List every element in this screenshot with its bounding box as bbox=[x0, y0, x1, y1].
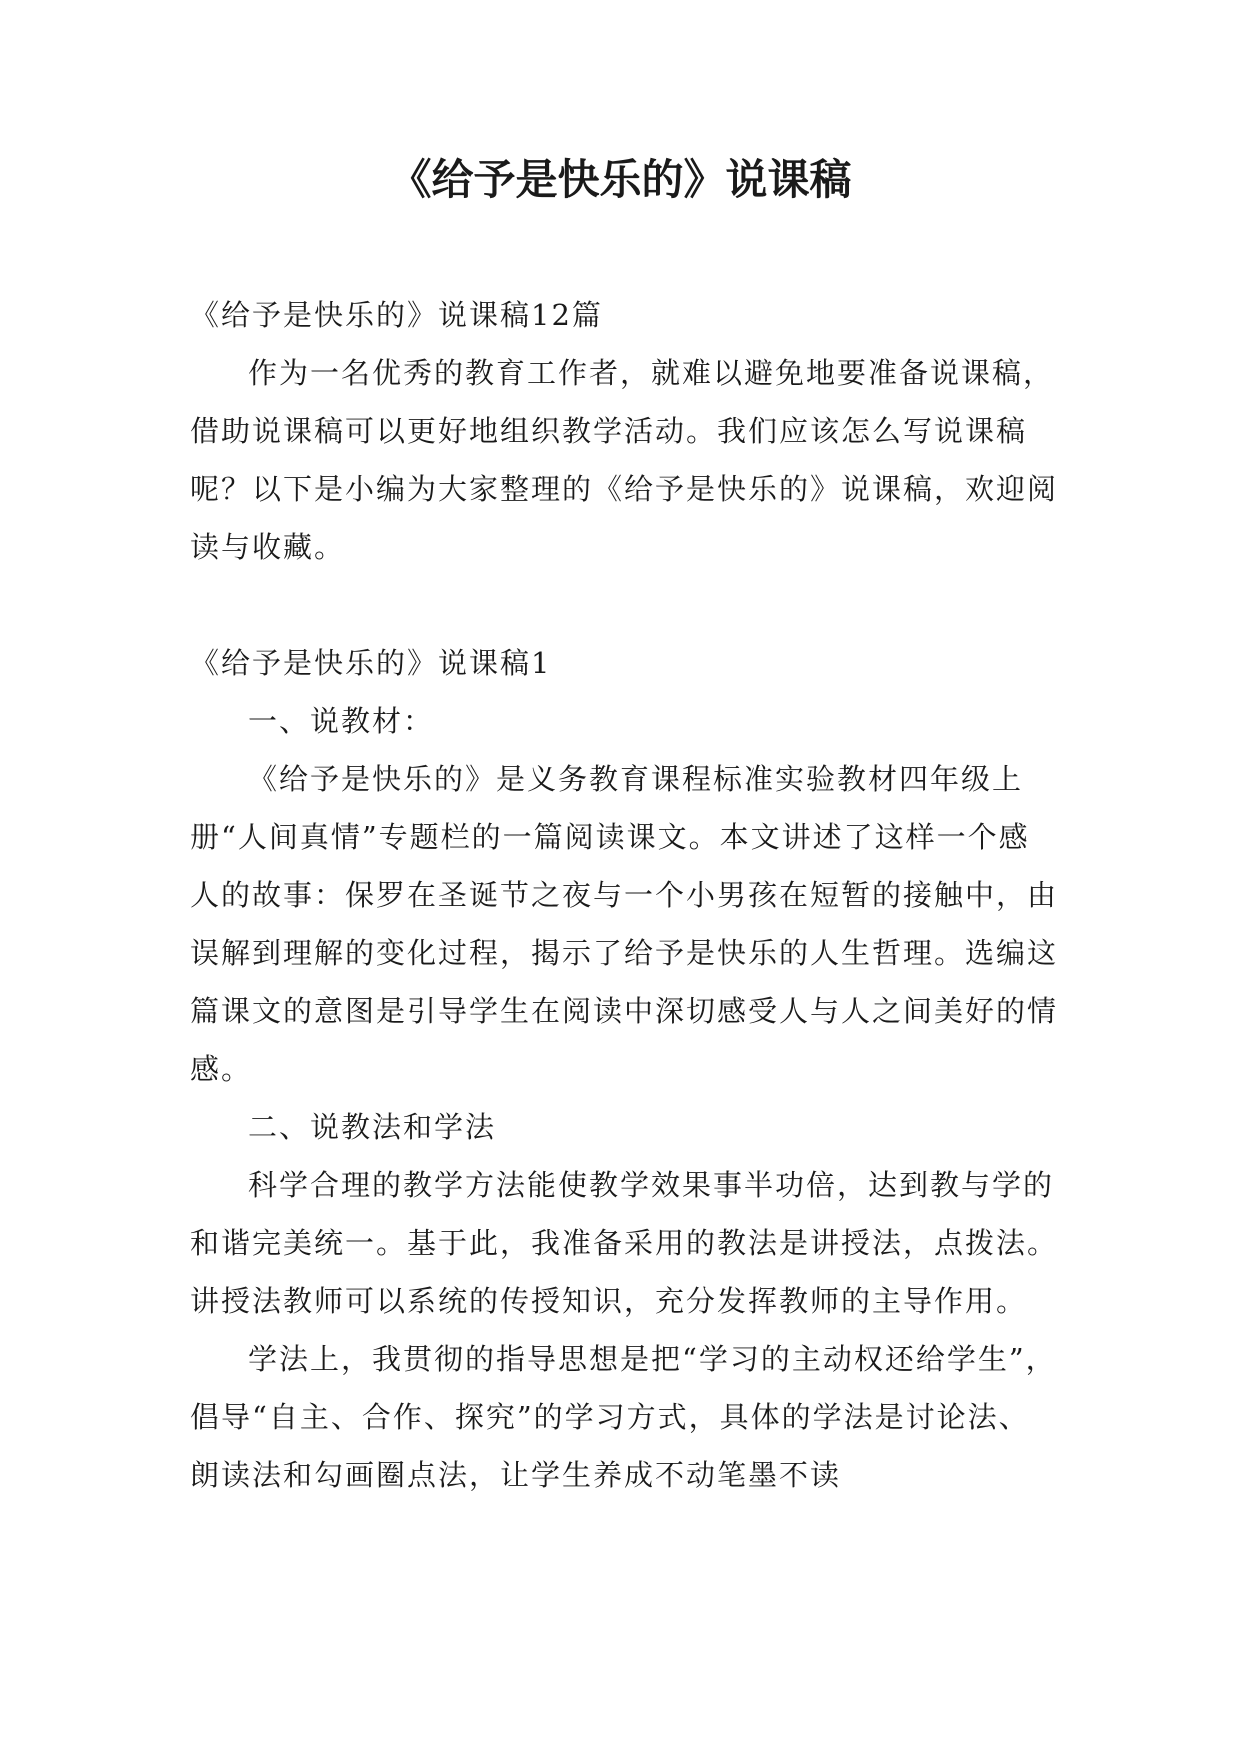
paragraph-learning-methods: 学法上，我贯彻的指导思想是把“学习的主动权还给学生”，倡导“自主、合作、探究”的学习方式，具体的学法是讨论法、朗读法和勾画圈点法，让学生养成不动笔墨不读 bbox=[190, 1342, 1057, 1492]
paragraph-teaching-material: 《给予是快乐的》是义务教育课程标准实验教材四年级上册“人间真情”专题栏的一篇阅读课文。本文讲述了这样一个感人的故事：保罗在圣诞节之夜与一个小男孩在短暂的接触中，由误解到理解的变化过程，揭示了给予是快乐的人生哲理。选编这篇课文的意图是引导学生在阅读中深切感受人与人之间美好的情感。 bbox=[190, 762, 1059, 1086]
paragraph-teaching-methods: 科学合理的教学方法能使教学效果事半功倍，达到教与学的和谐完美统一。基于此，我准备采用的教法是讲授法，点拨法。讲授法教师可以系统的传授知识，充分发挥教师的主导作用。 bbox=[190, 1168, 1059, 1318]
document-subtitle: 《给予是快乐的》说课稿12篇 bbox=[190, 298, 603, 332]
document-title: 《给予是快乐的》说课稿 bbox=[389, 155, 852, 204]
intro-paragraph: 作为一名优秀的教育工作者，就难以避免地要准备说课稿，借助说课稿可以更好地组织教学活动。我们应该怎么写说课稿呢？以下是小编为大家整理的《给予是快乐的》说课稿，欢迎阅读与收藏。 bbox=[190, 356, 1059, 564]
heading-teaching-methods: 二、说教法和学法 bbox=[248, 1110, 497, 1144]
section-title: 《给予是快乐的》说课稿1 bbox=[190, 646, 552, 680]
heading-teaching-material: 一、说教材： bbox=[248, 704, 435, 738]
document-body bbox=[190, 286, 1060, 1504]
paragraph-gap bbox=[190, 576, 1060, 634]
